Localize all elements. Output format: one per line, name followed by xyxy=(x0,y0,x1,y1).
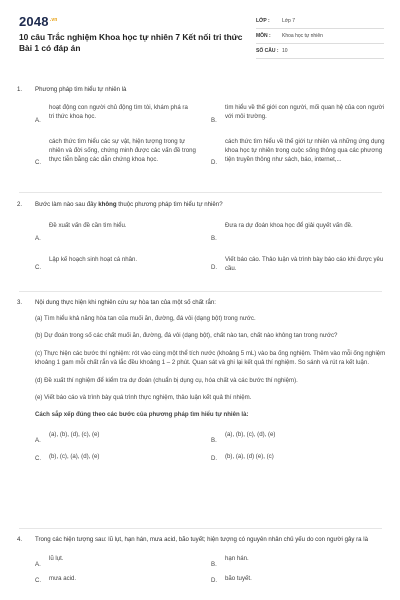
question-3 xyxy=(17,298,387,466)
site-logo[interactable] xyxy=(19,14,58,29)
question-number: 3. xyxy=(17,299,23,306)
option-text: Viết báo cáo. Thảo luận và trình bày báo cáo khi được yêu cầu. xyxy=(225,256,384,272)
option-letter: A. xyxy=(35,437,41,445)
option-d[interactable] xyxy=(211,137,387,187)
meta-value: Lớp 7 xyxy=(282,18,296,24)
meta-key: LỚP : xyxy=(256,18,270,24)
option-letter: A. xyxy=(35,116,41,124)
option-letter: B. xyxy=(211,234,217,242)
option-b[interactable] xyxy=(211,430,387,452)
option-b[interactable] xyxy=(211,554,387,574)
option-text: (b), (c), (a), (d), (e) xyxy=(49,452,100,460)
option-text: hoạt động con người chủ động tìm tòi, khám phá ra tri thức khoa học. xyxy=(49,104,188,120)
meta-key: MÔN : xyxy=(256,33,271,39)
logo-main: 2048 xyxy=(19,14,49,29)
divider xyxy=(19,528,382,529)
option-text: cách thức tìm hiểu các sự vật, hiện tượng trong tự nhiên và đời sống, chứng minh được các vấn đề trong thực tiễn bằng các dẫn chứng khoa học. xyxy=(49,138,196,163)
question-4 xyxy=(17,535,387,586)
option-d[interactable] xyxy=(211,255,387,279)
logo-suffix: .vn xyxy=(49,16,58,23)
option-text: (b), (a), (d) (e), (c) xyxy=(225,452,274,460)
question-text: Trong các hiện tượng sau: lũ lụt, hạn hán, mưa acid, bão tuyết; hiện tượng có nguyên nhân chủ yếu do con người gây ra là xyxy=(35,536,368,543)
option-a[interactable] xyxy=(35,554,211,574)
question-prompt xyxy=(35,410,387,419)
option-letter: D. xyxy=(211,263,218,271)
meta-panel xyxy=(256,14,384,59)
option-c[interactable] xyxy=(35,137,211,187)
option-text: cách thức tìm hiểu về thế giới tự nhiên và những ứng dụng khoa học tự nhiên trong cuộc sống thông qua các phương tiện truyền thông như sách, báo, internet,... xyxy=(225,138,385,163)
option-letter: C. xyxy=(35,158,42,166)
option-text: Đề xuất vấn đề cần tìm hiểu. xyxy=(49,222,127,229)
option-letter: C. xyxy=(35,263,42,271)
option-letter: C. xyxy=(35,455,42,463)
option-a[interactable] xyxy=(35,430,211,452)
meta-value: Khoa học tự nhiên xyxy=(282,33,323,39)
option-letter: B. xyxy=(211,116,217,124)
option-text: mưa acid. xyxy=(49,575,77,582)
option-letter: D. xyxy=(211,455,218,463)
meta-value: 10 xyxy=(282,48,288,54)
meta-row-class xyxy=(256,14,384,29)
question-text xyxy=(35,200,387,209)
option-c[interactable] xyxy=(35,255,211,279)
option-letter: B. xyxy=(211,437,217,445)
question-number: 1. xyxy=(17,86,23,93)
option-b[interactable] xyxy=(211,103,387,137)
option-text: lũ lụt. xyxy=(49,555,64,562)
question-text-emphasis: không xyxy=(98,201,117,208)
option-letter: A. xyxy=(35,234,41,242)
option-b[interactable] xyxy=(211,221,387,255)
option-d[interactable] xyxy=(211,574,387,586)
option-c[interactable] xyxy=(35,574,211,586)
option-text: (a), (b), (d), (c), (e) xyxy=(49,430,100,438)
option-text: Đưa ra dự đoán khoa học để giải quyết vấn đề. xyxy=(225,222,353,229)
option-letter: C. xyxy=(35,576,42,584)
question-prompt-text: Cách sắp xếp đúng theo các bước của phương pháp tìm hiểu tự nhiên là: xyxy=(35,411,249,419)
option-text: hạn hán. xyxy=(225,555,249,562)
step-b: (b) Dự đoán trong số các chất muối ăn, đường, đá vôi (dạng bột), chất nào tan, chất nào không tan trong nước? xyxy=(35,332,338,340)
document-title: 10 câu Trắc nghiệm Khoa học tự nhiên 7 Kết nối tri thức Bài 1 có đáp án xyxy=(19,32,243,53)
step-d: (d) Đề xuất thí nghiệm để kiểm tra dự đoán (chuẩn bị dụng cụ, hóa chất và các bước thí nghiệm). xyxy=(35,376,298,384)
option-text: Lập kế hoạch sinh hoạt cá nhân. xyxy=(49,256,138,263)
option-a[interactable] xyxy=(35,221,211,255)
option-letter: D. xyxy=(211,576,218,584)
option-text: bão tuyết. xyxy=(225,575,252,582)
step-c: (c) Thực hiện các bước thí nghiệm: rót vào cùng một thể tích nước (khoảng 5 mL) vào ba ống nghiệm. Thêm vào mỗi ống nghiệm khoảng 1 gam mỗi chất rắn và lắc đều khoảng 1 – 2 phút. Quan sát và ghi lại kết quả thí nghiệm. So sánh và rút ra kết luận. xyxy=(35,349,386,367)
question-text: Nội dung thực hiện khi nghiên cứu sự hòa tan của một số chất rắn: xyxy=(35,299,216,306)
question-text-part: Bước làm nào sau đây xyxy=(35,201,99,208)
question-number: 2. xyxy=(17,201,23,208)
option-text: tìm hiểu về thế giới con người, mối quan hệ của con người với môi trường. xyxy=(225,104,385,120)
divider xyxy=(19,192,382,193)
question-text: Phương pháp tìm hiểu tự nhiên là xyxy=(35,86,127,93)
option-letter: B. xyxy=(211,560,217,568)
question-2 xyxy=(17,200,387,279)
step-e: (e) Viết báo cáo và trình bày quá trình thực nghiệm, thảo luận kết quả thí nhiệm. xyxy=(35,394,252,402)
question-text-part: thuộc phương pháp tìm hiểu tự nhiên? xyxy=(116,201,223,208)
option-letter: D. xyxy=(211,158,218,166)
meta-row-subject xyxy=(256,29,384,44)
step-a: (a) Tìm hiểu khả năng hòa tan của muối ăn, đường, đá vôi (dạng bột) trong nước. xyxy=(35,315,256,322)
option-c[interactable] xyxy=(35,452,211,466)
question-number: 4. xyxy=(17,536,23,543)
divider xyxy=(19,291,382,292)
option-text: (a), (b), (c), (d), (e) xyxy=(225,430,276,438)
option-d[interactable] xyxy=(211,452,387,466)
option-letter: A. xyxy=(35,560,41,568)
question-1 xyxy=(17,85,387,187)
meta-row-count xyxy=(256,44,384,59)
meta-key: SỐ CÂU : xyxy=(256,48,279,54)
option-a[interactable] xyxy=(35,103,211,137)
